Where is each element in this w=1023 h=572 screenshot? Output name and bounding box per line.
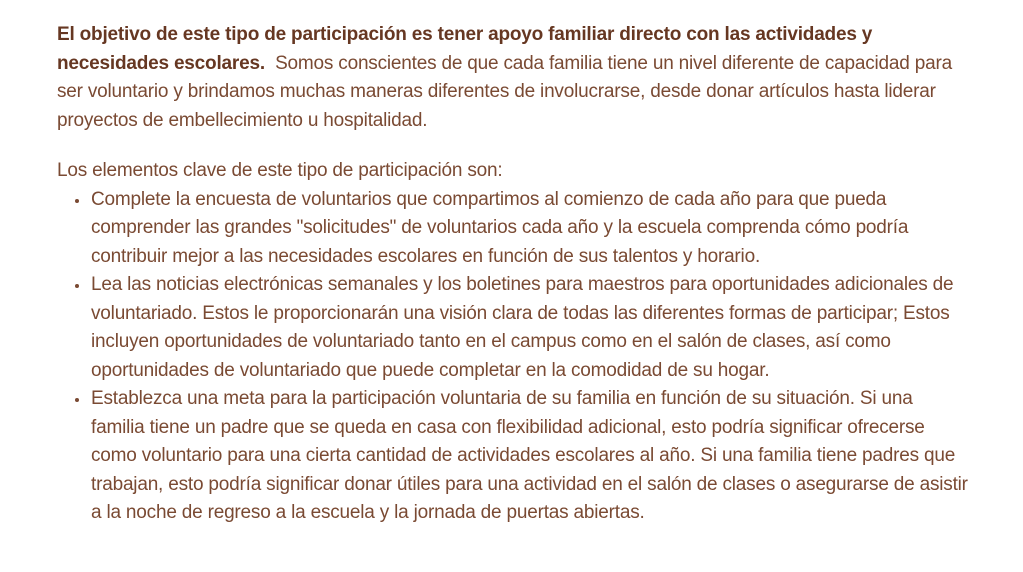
list-intro: Los elementos clave de este tipo de participación son: <box>57 160 503 181</box>
key-elements-list <box>57 186 969 528</box>
list-item: • Establezca una meta para la participación voluntaria de su familia en función de su situación. Si una familia tiene un padre que se queda en casa con flexibilidad adicional, esto podría significar ofrecerse como voluntario para una cierta cantidad de actividades escolares al año. Si una familia tiene padres que trabajan, esto podría significar donar útiles para una actividad en el salón de clases o asegurarse de asistir a la noche de regreso a la escuela y la jornada de puertas abiertas. <box>90 385 969 528</box>
list-item: • Lea las noticias electrónicas semanales y los boletines para maestros para oportunidades adicionales de voluntariado. Estos le proporcionarán una visión clara de todas las diferentes formas de participar; Estos incluyen oportunidades de voluntariado tanto en el campus como en el salón de clases, así como oportunidades de voluntariado que puede completar en la comodidad de su hogar. <box>90 271 969 385</box>
intro-body-text: Somos conscientes de que cada familia tiene un nivel diferente de capacidad para ser voluntario y brindamos muchas maneras diferentes de involucrarse, desde donar artículos hasta liderar proyectos de embellecimiento u hospitalidad. <box>57 52 952 131</box>
list-item: • Complete la encuesta de voluntarios que compartimos al comienzo de cada año para que pueda comprender las grandes "solicitudes" de voluntarios cada año y la escuela comprenda cómo podría contribuir mejor a las necesidades escolares en función de sus talentos y horario. <box>90 186 969 272</box>
document-content <box>57 21 969 528</box>
intro-paragraph <box>57 21 969 135</box>
intro-bold-sentence: El objetivo de este tipo de participación es tener apoyo familiar directo con las actividades y necesidades escolares. <box>57 24 873 74</box>
